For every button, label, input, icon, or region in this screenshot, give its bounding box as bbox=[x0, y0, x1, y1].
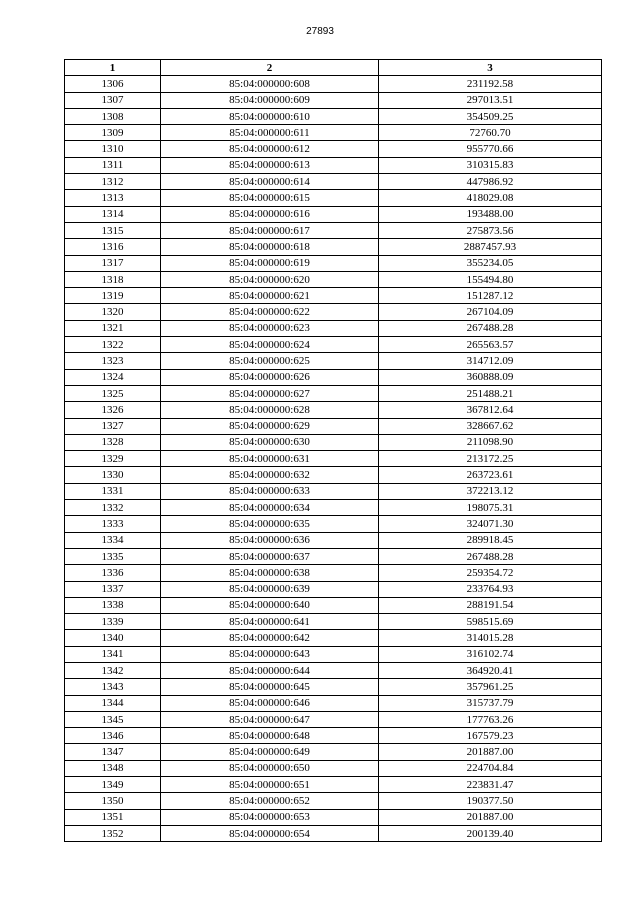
value-cell: 267488.28 bbox=[379, 320, 602, 336]
cadastral-number-cell: 85:04:000000:635 bbox=[161, 516, 379, 532]
column-header-2: 2 bbox=[161, 60, 379, 76]
value-cell: 233764.93 bbox=[379, 581, 602, 597]
row-number-cell: 1334 bbox=[65, 532, 161, 548]
value-cell: 372213.12 bbox=[379, 483, 602, 499]
cadastral-number-cell: 85:04:000000:646 bbox=[161, 695, 379, 711]
cadastral-number-cell: 85:04:000000:645 bbox=[161, 679, 379, 695]
row-number-cell: 1306 bbox=[65, 76, 161, 92]
cadastral-number-cell: 85:04:000000:612 bbox=[161, 141, 379, 157]
row-number-cell: 1345 bbox=[65, 711, 161, 727]
value-cell: 201887.00 bbox=[379, 744, 602, 760]
table-row bbox=[65, 434, 602, 450]
table-row bbox=[65, 565, 602, 581]
table-row bbox=[65, 646, 602, 662]
value-cell: 357961.25 bbox=[379, 679, 602, 695]
table-row bbox=[65, 337, 602, 353]
cadastral-number-cell: 85:04:000000:639 bbox=[161, 581, 379, 597]
cadastral-number-cell: 85:04:000000:627 bbox=[161, 385, 379, 401]
cadastral-number-cell: 85:04:000000:650 bbox=[161, 760, 379, 776]
value-cell: 251488.21 bbox=[379, 385, 602, 401]
row-number-cell: 1311 bbox=[65, 157, 161, 173]
table-row bbox=[65, 467, 602, 483]
value-cell: 201887.00 bbox=[379, 809, 602, 825]
value-cell: 265563.57 bbox=[379, 337, 602, 353]
row-number-cell: 1350 bbox=[65, 793, 161, 809]
row-number-cell: 1344 bbox=[65, 695, 161, 711]
value-cell: 364920.41 bbox=[379, 662, 602, 678]
value-cell: 324071.30 bbox=[379, 516, 602, 532]
cadastral-number-cell: 85:04:000000:653 bbox=[161, 809, 379, 825]
cadastral-number-cell: 85:04:000000:616 bbox=[161, 206, 379, 222]
value-cell: 598515.69 bbox=[379, 614, 602, 630]
cadastral-number-cell: 85:04:000000:617 bbox=[161, 222, 379, 238]
cadastral-number-cell: 85:04:000000:654 bbox=[161, 825, 379, 841]
cadastral-number-cell: 85:04:000000:631 bbox=[161, 451, 379, 467]
row-number-cell: 1346 bbox=[65, 728, 161, 744]
table-row bbox=[65, 451, 602, 467]
row-number-cell: 1322 bbox=[65, 337, 161, 353]
cadastral-number-cell: 85:04:000000:623 bbox=[161, 320, 379, 336]
table-row bbox=[65, 711, 602, 727]
row-number-cell: 1352 bbox=[65, 825, 161, 841]
row-number-cell: 1317 bbox=[65, 255, 161, 271]
cadastral-number-cell: 85:04:000000:638 bbox=[161, 565, 379, 581]
table-row bbox=[65, 777, 602, 793]
cadastral-number-cell: 85:04:000000:625 bbox=[161, 353, 379, 369]
value-cell: 151287.12 bbox=[379, 288, 602, 304]
value-cell: 177763.26 bbox=[379, 711, 602, 727]
row-number-cell: 1309 bbox=[65, 125, 161, 141]
cadastral-number-cell: 85:04:000000:624 bbox=[161, 337, 379, 353]
row-number-cell: 1328 bbox=[65, 434, 161, 450]
table-row bbox=[65, 630, 602, 646]
table-row bbox=[65, 76, 602, 92]
cadastral-number-cell: 85:04:000000:651 bbox=[161, 777, 379, 793]
cadastral-number-cell: 85:04:000000:636 bbox=[161, 532, 379, 548]
cadastral-number-cell: 85:04:000000:647 bbox=[161, 711, 379, 727]
table-header-row bbox=[65, 60, 602, 76]
cadastral-number-cell: 85:04:000000:643 bbox=[161, 646, 379, 662]
table-row bbox=[65, 728, 602, 744]
column-header-1: 1 bbox=[65, 60, 161, 76]
cadastral-number-cell: 85:04:000000:626 bbox=[161, 369, 379, 385]
row-number-cell: 1320 bbox=[65, 304, 161, 320]
table-row bbox=[65, 532, 602, 548]
cadastral-number-cell: 85:04:000000:648 bbox=[161, 728, 379, 744]
table-row bbox=[65, 255, 602, 271]
row-number-cell: 1336 bbox=[65, 565, 161, 581]
table-row bbox=[65, 320, 602, 336]
table-row bbox=[65, 760, 602, 776]
value-cell: 355234.05 bbox=[379, 255, 602, 271]
value-cell: 418029.08 bbox=[379, 190, 602, 206]
row-number-cell: 1308 bbox=[65, 108, 161, 124]
row-number-cell: 1327 bbox=[65, 418, 161, 434]
table-row bbox=[65, 271, 602, 287]
row-number-cell: 1307 bbox=[65, 92, 161, 108]
table-row bbox=[65, 402, 602, 418]
value-cell: 211098.90 bbox=[379, 434, 602, 450]
table-row bbox=[65, 141, 602, 157]
row-number-cell: 1325 bbox=[65, 385, 161, 401]
value-cell: 315737.79 bbox=[379, 695, 602, 711]
cadastral-number-cell: 85:04:000000:608 bbox=[161, 76, 379, 92]
cadastral-number-cell: 85:04:000000:632 bbox=[161, 467, 379, 483]
table-row bbox=[65, 483, 602, 499]
value-cell: 360888.09 bbox=[379, 369, 602, 385]
table-row bbox=[65, 288, 602, 304]
value-cell: 263723.61 bbox=[379, 467, 602, 483]
cadastral-number-cell: 85:04:000000:611 bbox=[161, 125, 379, 141]
value-cell: 223831.47 bbox=[379, 777, 602, 793]
row-number-cell: 1348 bbox=[65, 760, 161, 776]
table-row bbox=[65, 353, 602, 369]
row-number-cell: 1312 bbox=[65, 174, 161, 190]
value-cell: 193488.00 bbox=[379, 206, 602, 222]
value-cell: 310315.83 bbox=[379, 157, 602, 173]
table-row bbox=[65, 239, 602, 255]
row-number-cell: 1347 bbox=[65, 744, 161, 760]
value-cell: 267488.28 bbox=[379, 548, 602, 564]
value-cell: 955770.66 bbox=[379, 141, 602, 157]
table-row bbox=[65, 92, 602, 108]
table-row bbox=[65, 125, 602, 141]
cadastral-number-cell: 85:04:000000:622 bbox=[161, 304, 379, 320]
value-cell: 328667.62 bbox=[379, 418, 602, 434]
row-number-cell: 1343 bbox=[65, 679, 161, 695]
cadastral-number-cell: 85:04:000000:609 bbox=[161, 92, 379, 108]
table-row bbox=[65, 744, 602, 760]
row-number-cell: 1332 bbox=[65, 500, 161, 516]
cadastral-number-cell: 85:04:000000:628 bbox=[161, 402, 379, 418]
value-cell: 231192.58 bbox=[379, 76, 602, 92]
cadastral-number-cell: 85:04:000000:652 bbox=[161, 793, 379, 809]
row-number-cell: 1335 bbox=[65, 548, 161, 564]
cadastral-number-cell: 85:04:000000:621 bbox=[161, 288, 379, 304]
row-number-cell: 1338 bbox=[65, 597, 161, 613]
table-row bbox=[65, 174, 602, 190]
table-row bbox=[65, 500, 602, 516]
row-number-cell: 1330 bbox=[65, 467, 161, 483]
table-row bbox=[65, 190, 602, 206]
cadastral-number-cell: 85:04:000000:634 bbox=[161, 500, 379, 516]
value-cell: 267104.09 bbox=[379, 304, 602, 320]
value-cell: 2887457.93 bbox=[379, 239, 602, 255]
value-cell: 354509.25 bbox=[379, 108, 602, 124]
table-body bbox=[65, 76, 602, 842]
cadastral-number-cell: 85:04:000000:615 bbox=[161, 190, 379, 206]
table-row bbox=[65, 369, 602, 385]
value-cell: 259354.72 bbox=[379, 565, 602, 581]
cadastral-number-cell: 85:04:000000:619 bbox=[161, 255, 379, 271]
cadastral-number-cell: 85:04:000000:613 bbox=[161, 157, 379, 173]
value-cell: 198075.31 bbox=[379, 500, 602, 516]
row-number-cell: 1326 bbox=[65, 402, 161, 418]
table-row bbox=[65, 614, 602, 630]
value-cell: 224704.84 bbox=[379, 760, 602, 776]
table-row bbox=[65, 695, 602, 711]
row-number-cell: 1339 bbox=[65, 614, 161, 630]
row-number-cell: 1314 bbox=[65, 206, 161, 222]
value-cell: 275873.56 bbox=[379, 222, 602, 238]
row-number-cell: 1340 bbox=[65, 630, 161, 646]
row-number-cell: 1318 bbox=[65, 271, 161, 287]
value-cell: 190377.50 bbox=[379, 793, 602, 809]
table-row bbox=[65, 581, 602, 597]
row-number-cell: 1315 bbox=[65, 222, 161, 238]
value-cell: 72760.70 bbox=[379, 125, 602, 141]
row-number-cell: 1351 bbox=[65, 809, 161, 825]
row-number-cell: 1337 bbox=[65, 581, 161, 597]
cadastral-number-cell: 85:04:000000:640 bbox=[161, 597, 379, 613]
value-cell: 213172.25 bbox=[379, 451, 602, 467]
cadastral-number-cell: 85:04:000000:644 bbox=[161, 662, 379, 678]
table-row bbox=[65, 418, 602, 434]
table-row bbox=[65, 385, 602, 401]
cadastral-number-cell: 85:04:000000:618 bbox=[161, 239, 379, 255]
table-row bbox=[65, 516, 602, 532]
table-row bbox=[65, 679, 602, 695]
cadastral-number-cell: 85:04:000000:637 bbox=[161, 548, 379, 564]
cadastral-number-cell: 85:04:000000:629 bbox=[161, 418, 379, 434]
data-table bbox=[64, 59, 602, 842]
table-row bbox=[65, 809, 602, 825]
row-number-cell: 1316 bbox=[65, 239, 161, 255]
cadastral-number-cell: 85:04:000000:642 bbox=[161, 630, 379, 646]
value-cell: 297013.51 bbox=[379, 92, 602, 108]
value-cell: 314015.28 bbox=[379, 630, 602, 646]
row-number-cell: 1342 bbox=[65, 662, 161, 678]
value-cell: 289918.45 bbox=[379, 532, 602, 548]
table-row bbox=[65, 597, 602, 613]
table-row bbox=[65, 222, 602, 238]
value-cell: 447986.92 bbox=[379, 174, 602, 190]
row-number-cell: 1313 bbox=[65, 190, 161, 206]
cadastral-number-cell: 85:04:000000:649 bbox=[161, 744, 379, 760]
table-row bbox=[65, 825, 602, 841]
row-number-cell: 1333 bbox=[65, 516, 161, 532]
table-row bbox=[65, 157, 602, 173]
value-cell: 200139.40 bbox=[379, 825, 602, 841]
column-header-3: 3 bbox=[379, 60, 602, 76]
row-number-cell: 1310 bbox=[65, 141, 161, 157]
row-number-cell: 1329 bbox=[65, 451, 161, 467]
value-cell: 316102.74 bbox=[379, 646, 602, 662]
row-number-cell: 1319 bbox=[65, 288, 161, 304]
cadastral-number-cell: 85:04:000000:633 bbox=[161, 483, 379, 499]
row-number-cell: 1331 bbox=[65, 483, 161, 499]
table-row bbox=[65, 304, 602, 320]
value-cell: 167579.23 bbox=[379, 728, 602, 744]
row-number-cell: 1341 bbox=[65, 646, 161, 662]
table-row bbox=[65, 548, 602, 564]
table-row bbox=[65, 793, 602, 809]
row-number-cell: 1321 bbox=[65, 320, 161, 336]
value-cell: 367812.64 bbox=[379, 402, 602, 418]
table-row bbox=[65, 206, 602, 222]
value-cell: 155494.80 bbox=[379, 271, 602, 287]
row-number-cell: 1349 bbox=[65, 777, 161, 793]
cadastral-number-cell: 85:04:000000:614 bbox=[161, 174, 379, 190]
cadastral-number-cell: 85:04:000000:641 bbox=[161, 614, 379, 630]
value-cell: 288191.54 bbox=[379, 597, 602, 613]
row-number-cell: 1323 bbox=[65, 353, 161, 369]
table-row bbox=[65, 108, 602, 124]
cadastral-number-cell: 85:04:000000:610 bbox=[161, 108, 379, 124]
table-row bbox=[65, 662, 602, 678]
cadastral-number-cell: 85:04:000000:620 bbox=[161, 271, 379, 287]
page-number: 27893 bbox=[306, 26, 334, 37]
cadastral-number-cell: 85:04:000000:630 bbox=[161, 434, 379, 450]
row-number-cell: 1324 bbox=[65, 369, 161, 385]
value-cell: 314712.09 bbox=[379, 353, 602, 369]
